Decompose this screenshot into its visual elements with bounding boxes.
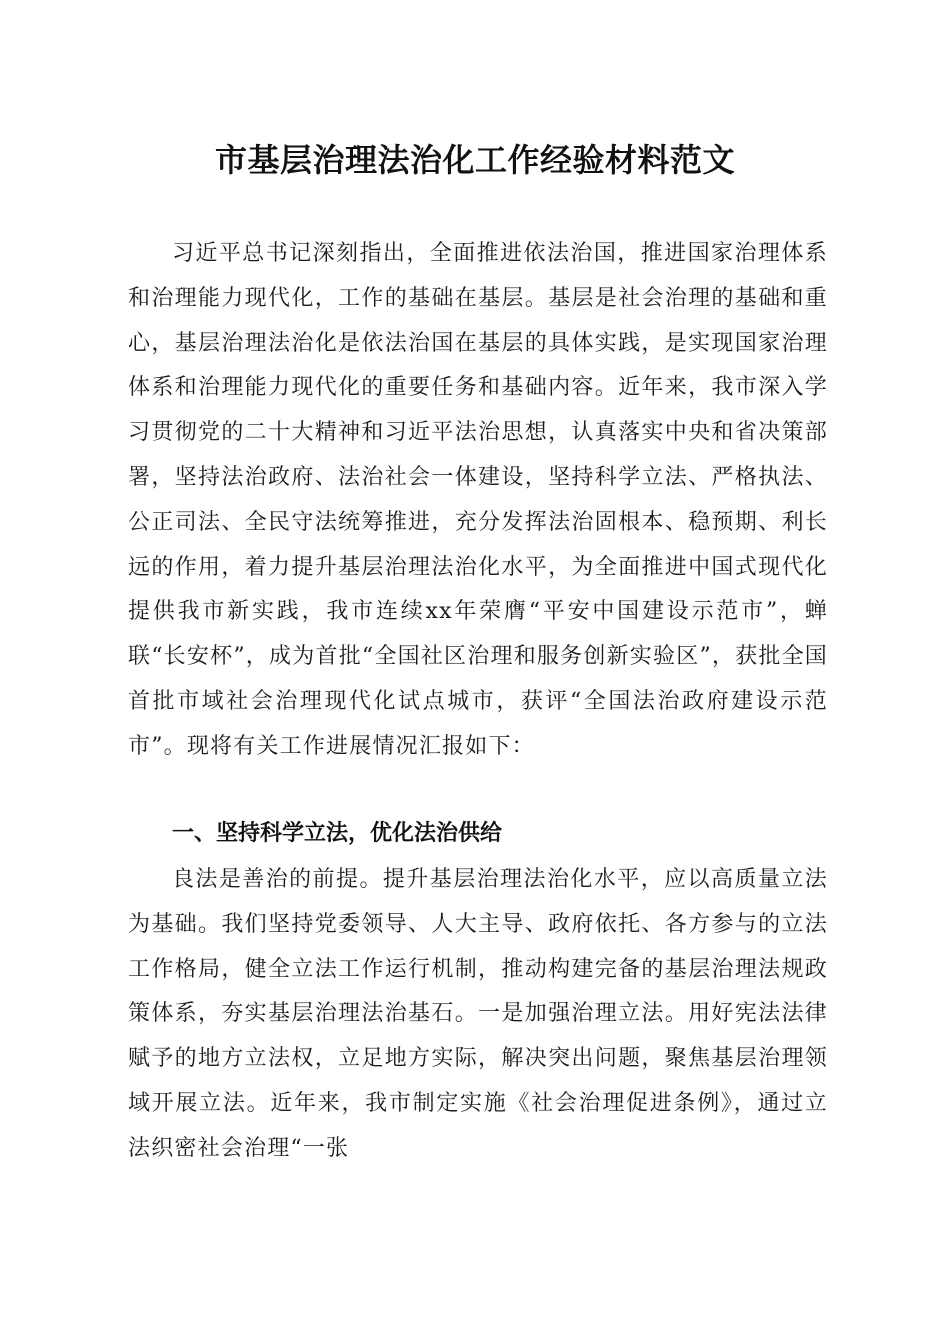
intro-paragraph: 习近平总书记深刻指出，全面推进依法治国，推进国家治理体系和治理能力现代化，工作的基础在基层。基层是社会治理的基础和重心，基层治理法治化是依法治国在基层的具体实践，是实现国家治理体系和治理能力现代化的重要任务和基础内容。近年来，我市深入学习贯彻党的二十大精神和习近平法治思想，认真落实中央和省决策部署，坚持法治政府、法治社会一体建设，坚持科学立法、严格执法、公正司法、全民守法统筹推进，充分发挥法治固根本、稳预期、利长远的作用，着力提升基层治理法治化水平，为全面推进中国式现代化提供我市新实践，我市连续xx年荣膺“平安中国建设示范市”，蝉联“长安杯”，成为首批“全国社区治理和服务创新实验区”，获批全国首批市域社会治理现代化试点城市，获评“全国法治政府建设示范市”。现将有关工作进展情况汇报如下：: [128, 241, 828, 759]
section-paragraph: 良法是善治的前提。提升基层治理法治化水平，应以高质量立法为基础。我们坚持党委领导、人大主导、政府依托、各方参与的立法工作格局，健全立法工作运行机制，推动构建完备的基层治理法规政策体系，夯实基层治理法治基石。一是加强治理立法。用好宪法法律赋予的地方立法权，立足地方实际，解决突出问题，聚焦基层治理领域开展立法。近年来，我市制定实施《社会治理促进条例》，通过立法织密社会治理“一张: [128, 867, 828, 1161]
section-heading: 一、坚持科学立法，优化法治供给: [172, 821, 503, 846]
document-title: 市基层治理法治化工作经验材料范文: [214, 141, 735, 179]
